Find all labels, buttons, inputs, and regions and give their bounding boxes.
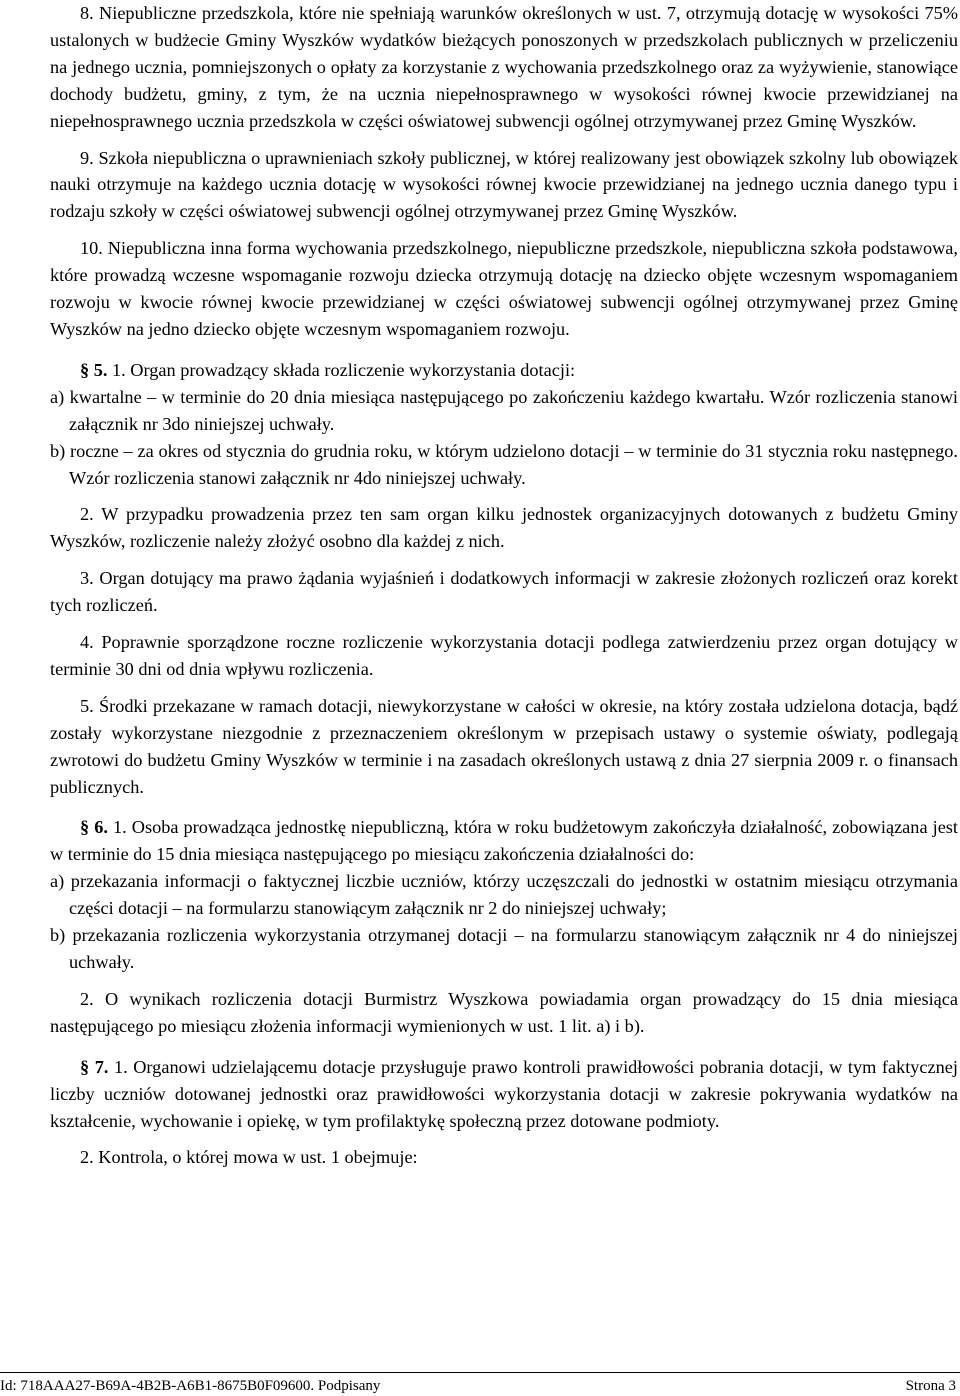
paragraph-10: 10. Niepubliczna inna forma wychowania przedszkolnego, niepubliczne przedszkole, niepubliczna szkoła podstawowa, które prowadzą wczesne wspomaganie rozwoju dziecka otrzymują dotację na dziecko objęte wczesnym wspomaganiem rozwoju w kwocie równej kwocie przewidzianej w części oświatowej subwencji ogólnej otrzymywanej przez Gminę Wyszków na jedno dziecko objęte wczesnym wspomaganiem rozwoju. xyxy=(50,238,958,339)
section-6-heading: § 6. xyxy=(80,817,108,838)
section-6-paragraph-2: 2. O wynikach rozliczenia dotacji Burmistrz Wyszkowa powiadamia organ prowadzący do 15 dnia miesiąca następującego po miesiącu złożenia informacji wymienionych w ust. 1 lit. a) i b). xyxy=(50,988,958,1036)
section-5-paragraph-2: 2. W przypadku prowadzenia przez ten sam organ kilku jednostek organizacyjnych dotowanych z budżetu Gminy Wyszków, rozliczenie należy złożyć osobno dla każdej z nich. xyxy=(50,504,958,552)
document-body xyxy=(50,0,958,1171)
section-6-paragraph-1 xyxy=(50,814,958,868)
paragraph-9: 9. Szkoła niepubliczna o uprawnieniach szkoły publicznej, w której realizowany jest obowiązek szkolny lub obowiązek nauki otrzymuje na każdego ucznia dotację w wysokości równej kwocie przewidzianej na jednego ucznia danego typu i rodzaju szkoły w części oświatowej subwencji ogólnej otrzymywanej przez Gminę Wyszków. xyxy=(50,147,958,222)
page-number: Strona 3 xyxy=(905,1378,956,1394)
paragraph-8: 8. Niepubliczne przedszkola, które nie spełniają warunków określonych w ust. 7, otrzymują dotację w wysokości 75% ustalonych w budżecie Gminy Wyszków wydatków bieżących ponoszonych w przedszkolach publicznych w przeliczeniu na jednego ucznia, pomniejszonych o opłaty za korzystanie z wychowania przedszkolnego oraz za wyżywienie, stanowiące dochody budżetu, gminy, z tym, że na ucznia niepełnosprawnego w wysokości równej kwocie przewidzianej na niepełnosprawnego ucznia przedszkola w części oświatowej subwencji ogólnej otrzymywanej przez Gminę Wyszków. xyxy=(50,3,958,131)
section-5-paragraph-4: 4. Poprawnie sporządzone roczne rozliczenie wykorzystania dotacji podlega zatwierdzeniu przez organ dotujący w terminie 30 dni od dnia wpływu rozliczenia. xyxy=(50,632,958,679)
section-7-heading: § 7. xyxy=(80,1056,109,1077)
section-7-paragraph-1-text: 1. Organowi udzielającemu dotacje przysługuje prawo kontroli prawidłowości pobrania dotacji, w tym faktycznej liczby uczniów dotowanej jednostki oraz prawidłowości wykorzystania dotacji w zakresie pokrywania wydatków na kształcenie, wychowanie i opiekę, w tym profilaktykę społeczną przez dotowane podmioty. xyxy=(50,1056,958,1131)
section-5-paragraph-5: 5. Środki przekazane w ramach dotacji, niewykorzystane w całości w okresie, na który została udzielona dotacja, bądź zostały wykorzystane niezgodnie z przeznaczeniem określonym w przepisach ustawy o systemie oświaty, podlegają zwrotowi do budżetu Gminy Wyszków w terminie i na zasadach określonych ustawą z dnia 27 sierpnia 2009 r. o finansach publicznych. xyxy=(50,695,958,797)
section-7-paragraph-2: 2. Kontrola, o której mowa w ust. 1 obejmuje: xyxy=(80,1147,418,1168)
document-id: Id: 718AAA27-B69A-4B2B-A6B1-8675B0F09600. Podpisany xyxy=(0,1378,381,1394)
section-5-list-item-b: b) roczne – za okres od stycznia do grudnia roku, w którym udzielono dotacji – w terminie do 31 stycznia roku następnego. Wzór rozliczenia stanowi załącznik nr 4do niniejszej uchwały. xyxy=(50,440,958,488)
page-footer xyxy=(0,1377,960,1396)
footer-divider xyxy=(0,1372,960,1373)
section-5-heading: § 5. xyxy=(80,359,108,380)
section-6-list-item-a: a) przekazania informacji o faktycznej liczbie uczniów, którzy uczęszczali do jednostki w ostatnim miesiącu otrzymania części dotacji – na formularzu stanowiącym załącznik nr 2 do niniejszej uchwały; xyxy=(50,871,958,919)
section-6-paragraph-1-text: 1. Osoba prowadząca jednostkę niepubliczną, która w roku budżetowym zakończyła działalność, zobowiązana jest w terminie do 15 dnia miesiąca następującego po miesiącu zakończenia działalności do: xyxy=(50,817,959,865)
section-5-list-item-a: a) kwartalne – w terminie do 20 dnia miesiąca następującego po zakończeniu każdego kwartału. Wzór rozliczenia stanowi załącznik nr 3do niniejszej uchwały. xyxy=(50,386,958,434)
section-6-list-item-b: b) przekazania rozliczenia wykorzystania otrzymanej dotacji – na formularzu stanowiącym załącznik nr 4 do niniejszej uchwały. xyxy=(50,925,958,972)
section-5-paragraph-1 xyxy=(50,357,958,384)
section-5-paragraph-1-text: 1. Organ prowadzący składa rozliczenie wykorzystania dotacji: xyxy=(107,359,576,380)
section-7-paragraph-1 xyxy=(50,1054,958,1135)
section-5-paragraph-3: 3. Organ dotujący ma prawo żądania wyjaśnień i dodatkowych informacji w zakresie złożonych rozliczeń oraz korekt tych rozliczeń. xyxy=(50,568,958,616)
